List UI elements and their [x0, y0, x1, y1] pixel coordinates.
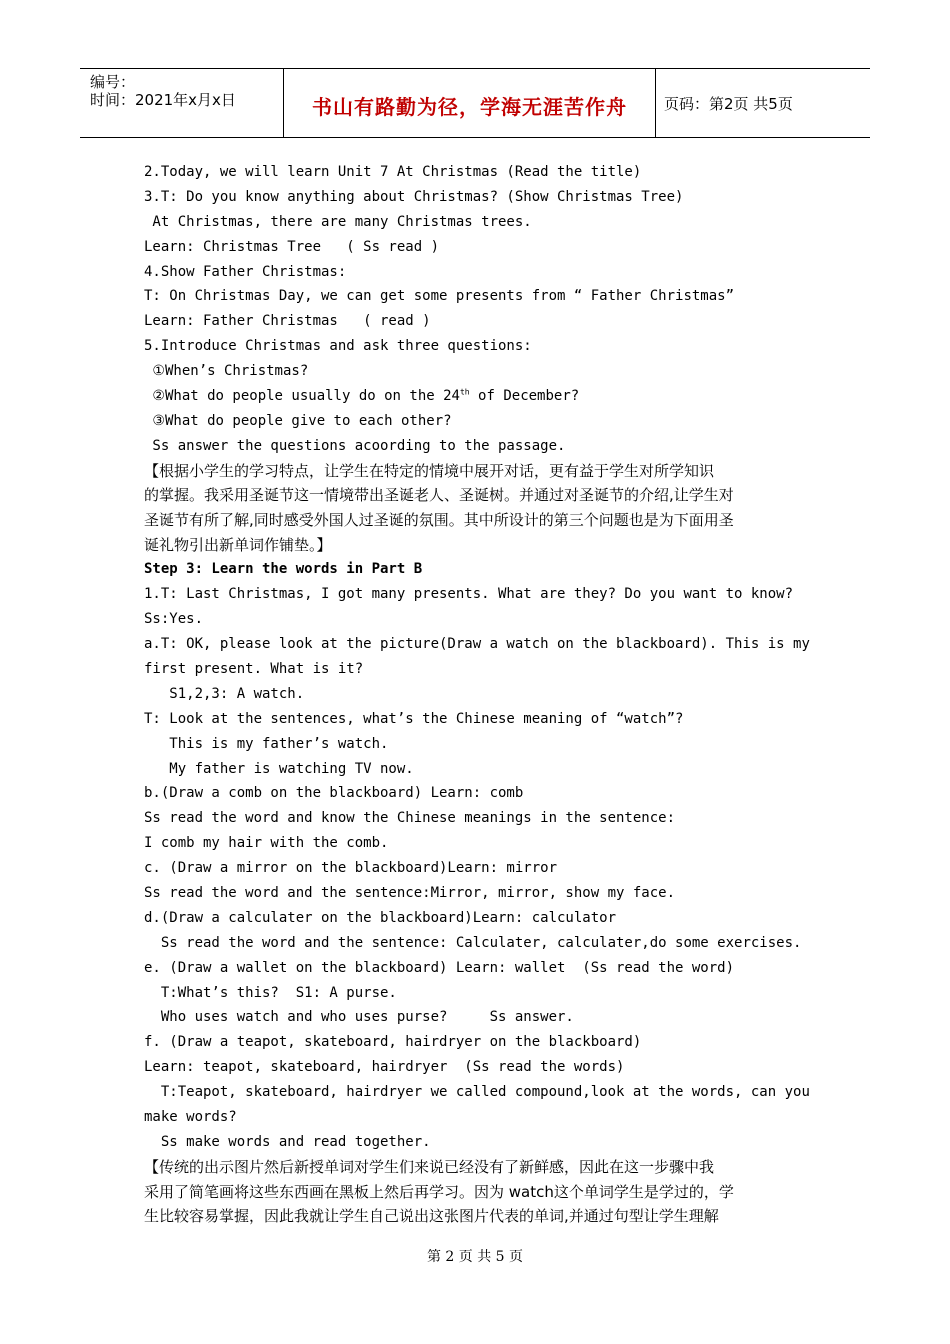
text-line: T: Look at the sentences, what’s the Chinese meaning of “watch”? [144, 710, 684, 727]
text-line: 1.T: Last Christmas, I got many presents. What are they? Do you want to know? [144, 586, 794, 603]
text-line: Ss read the word and know the Chinese meanings in the sentence: [144, 810, 676, 827]
text-line: This is my father’s watch. [144, 735, 389, 752]
text-line: c. (Draw a mirror on the blackboard)Learn: mirror [144, 860, 558, 877]
page-footer: 第 2 页 共 5 页 [426, 1249, 524, 1265]
text-line: ③What do people give to each other? [144, 412, 452, 429]
commentary-line: 圣诞节有所了解,同时感受外国人过圣诞的氛围。其中所设计的第三个问题也是为下面用圣 [144, 511, 734, 530]
text-line: b.(Draw a comb on the blackboard) Learn: comb [144, 785, 524, 802]
commentary-line: 的掌握。我采用圣诞节这一情境带出圣诞老人、圣诞树。并通过对圣诞节的介绍,让学生对 [144, 486, 734, 505]
superscript: th [459, 387, 470, 397]
text-line: T:Teapot, skateboard, hairdryer we called compound,look at the words, can you [144, 1084, 810, 1101]
text-line: first present. What is it? [144, 661, 364, 677]
text-line: Ss make words and read together. [144, 1133, 431, 1150]
text-line: Ss read the word and the sentence: Calculater, calculater,do some exercises. [144, 934, 802, 951]
header-page-info: 页码：第2页 共5页 [664, 95, 793, 113]
text-line: At Christmas, there are many Christmas trees. [144, 213, 532, 230]
text-line: S1,2,3: A watch. [144, 685, 305, 702]
page-header [80, 68, 870, 138]
date-label: 时间：2021年x月x日 [90, 91, 236, 109]
text-line: Learn: teapot, skateboard, hairdryer (Ss read the words) [144, 1059, 625, 1076]
commentary-line: 【根据小学生的学习特点，让学生在特定的情境中展开对话，更有益于学生对所学知识 [144, 461, 715, 480]
text-line: Ss:Yes. [144, 611, 204, 628]
header-motto: 书山有路勤为径，学海无涯苦作舟 [312, 95, 627, 119]
commentary-line: 【传统的出示图片然后新授单词对学生们来说已经没有了新鲜感，因此在这一步骤中我 [144, 1157, 715, 1176]
text-line: 5.Introduce Christmas and ask three questions: [144, 338, 532, 355]
commentary-line: 诞礼物引出新单词作铺垫。】 [144, 535, 332, 554]
text-line: I comb my hair with the comb. [144, 835, 389, 852]
text-line: f. (Draw a teapot, skateboard, hairdryer on the blackboard) [144, 1034, 642, 1051]
lesson-content [144, 160, 810, 1229]
text-line [144, 384, 810, 409]
text-line: 3.T: Do you know anything about Christmas? (Show Christmas Tree) [144, 188, 684, 205]
text-line: Ss answer the questions acoording to the passage. [144, 437, 566, 454]
text-line: Learn: Christmas Tree ( Ss read ) [144, 238, 440, 255]
text-line: T:What’s this? S1: A purse. [144, 984, 397, 1001]
commentary-line: 生比较容易掌握，因此我就让学生自己说出这张图片代表的单词,并通过句型让学生理解 [144, 1207, 719, 1226]
text-line: My father is watching TV now. [144, 760, 414, 777]
header-divider [655, 69, 656, 137]
serial-number-label: 编号： [90, 73, 136, 91]
text-line: 4.Show Father Christmas: [144, 263, 347, 280]
commentary-line: 采用了简笔画将这些东西画在黑板上然后再学习。因为 watch这个单词学生是学过的，学 [144, 1182, 734, 1201]
text-line: Ss read the word and the sentence:Mirror, mirror, show my face. [144, 885, 676, 902]
text-line: ①When’s Christmas? [144, 363, 309, 380]
text-line: e. (Draw a wallet on the blackboard) Learn: wallet (Ss read the word) [144, 959, 735, 976]
text-line: Learn: Father Christmas ( read ) [144, 313, 431, 330]
text-line: a.T: OK, please look at the picture(Draw a watch on the blackboard). This is my [144, 636, 810, 653]
text-line: make words? [144, 1109, 237, 1126]
text-fragment: of December? [469, 388, 580, 405]
text-line: T: On Christmas Day, we can get some presents from “ Father Christmas” [144, 288, 735, 305]
text-line: Who uses watch and who uses purse? Ss answer. [144, 1009, 574, 1026]
step-heading: Step 3: Learn the words in Part B [144, 561, 423, 578]
text-fragment: ②What do people usually do on the 24 [144, 388, 460, 405]
text-line: d.(Draw a calculater on the blackboard)Learn: calculator [144, 909, 617, 926]
text-line: 2.Today, we will learn Unit 7 At Christmas (Read the title) [144, 164, 642, 180]
